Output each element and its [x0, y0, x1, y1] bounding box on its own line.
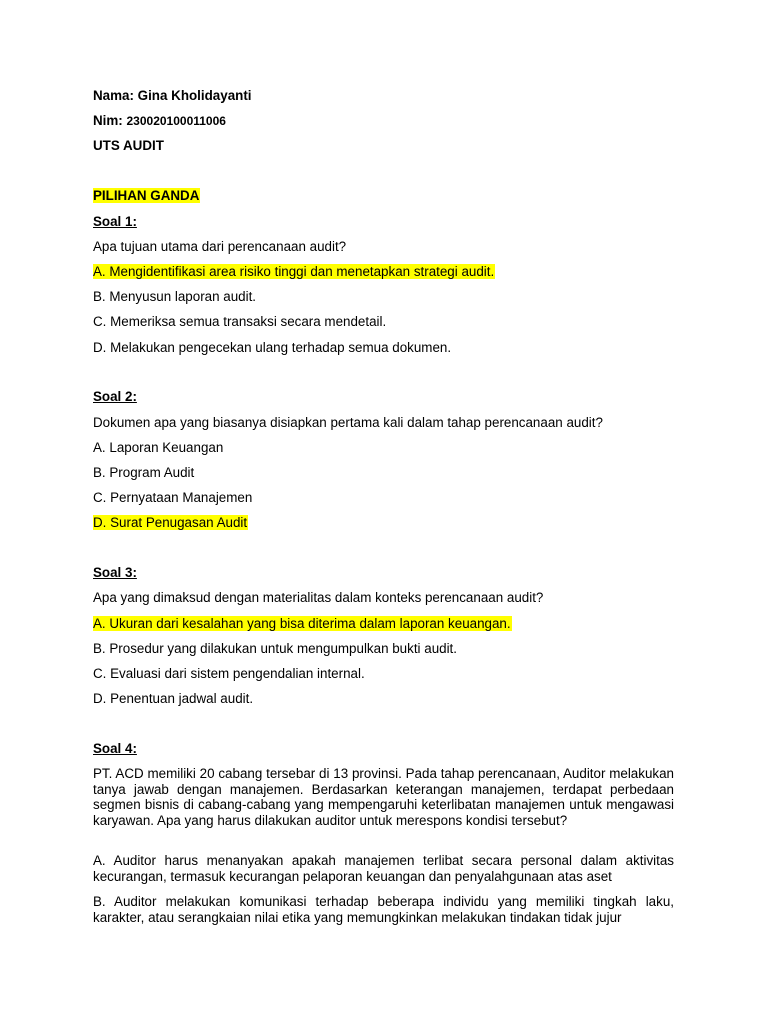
exam-title: UTS AUDIT	[93, 138, 164, 153]
student-name-line	[93, 88, 252, 104]
question-4-option-a: A. Auditor harus menanyakan apakah manajemen terlibat secara personal dalam aktivitas kecurangan, termasuk kecurangan pelaporan keuangan dan penyalahgunaan atas aset	[93, 853, 674, 884]
name-value: Gina Kholidayanti	[137, 88, 252, 103]
question-4-text: PT. ACD memiliki 20 cabang tersebar di 13 provinsi. Pada tahap perencanaan, Auditor melakukan tanya jawab dengan manajemen. Berdasarkan keterangan manajemen, terdapat perbedaan segmen bisnis di cabang-cabang yang mempengaruhi keterlibatan manajemen untuk mengawasi karyawan. Apa yang harus dilakukan auditor untuk merespons kondisi tersebut?	[93, 766, 674, 828]
question-1-label: Soal 1:	[93, 214, 137, 229]
question-3-option-b: B. Prosedur yang dilakukan untuk mengumpulkan bukti audit.	[93, 641, 457, 656]
question-3-text: Apa yang dimaksud dengan materialitas dalam konteks perencanaan audit?	[93, 590, 544, 605]
question-2-option-c: C. Pernyataan Manajemen	[93, 490, 253, 505]
question-1-option-b: B. Menyusun laporan audit.	[93, 289, 257, 304]
question-1-option-a: A. Mengidentifikasi area risiko tinggi dan menetapkan strategi audit.	[93, 264, 495, 279]
question-1-option-c: C. Memeriksa semua transaksi secara mendetail.	[93, 314, 387, 329]
question-1-option-d: D. Melakukan pengecekan ulang terhadap semua dokumen.	[93, 340, 452, 355]
section-title: PILIHAN GANDA	[93, 188, 200, 203]
question-2-option-a: A. Laporan Keuangan	[93, 440, 224, 455]
question-2-label: Soal 2:	[93, 389, 137, 404]
question-2-option-d: D. Surat Penugasan Audit	[93, 515, 248, 530]
question-3-option-d: D. Penentuan jadwal audit.	[93, 691, 254, 706]
question-3-option-a: A. Ukuran dari kesalahan yang bisa diterima dalam laporan keuangan.	[93, 616, 511, 631]
question-2-text: Dokumen apa yang biasanya disiapkan pertama kali dalam tahap perencanaan audit?	[93, 415, 603, 430]
question-2-option-b: B. Program Audit	[93, 465, 195, 480]
nim-value: 230020100011006	[126, 114, 226, 128]
nim-label: Nim:	[93, 113, 123, 128]
question-4-option-b: B. Auditor melakukan komunikasi terhadap beberapa individu yang memiliki tingkah laku, karakter, atau serangkaian nilai etika yang memungkinkan melakukan tindakan tidak jujur	[93, 894, 674, 925]
question-4-label: Soal 4:	[93, 741, 137, 756]
name-label: Nama:	[93, 88, 134, 103]
question-3-label: Soal 3:	[93, 565, 137, 580]
question-1-text: Apa tujuan utama dari perencanaan audit?	[93, 239, 347, 254]
question-3-option-c: C. Evaluasi dari sistem pengendalian internal.	[93, 666, 365, 681]
student-nim-line	[93, 113, 226, 129]
